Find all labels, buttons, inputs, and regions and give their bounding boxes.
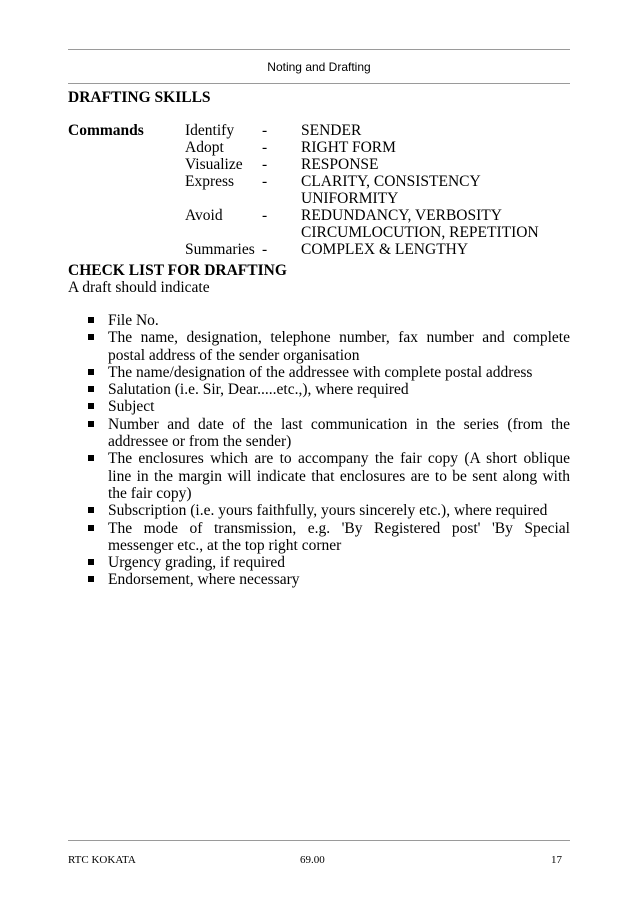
list-item: Endorsement, where necessary <box>88 571 570 588</box>
square-bullet-icon <box>88 507 94 513</box>
command-object: RESPONSE <box>301 156 379 173</box>
square-bullet-icon <box>88 559 94 565</box>
square-bullet-icon <box>88 317 94 323</box>
command-dash: - <box>262 241 268 258</box>
page-number: 17 <box>551 854 562 866</box>
command-verb: Summaries <box>185 241 255 258</box>
list-item: Salutation (i.e. Sir, Dear.....etc.,), where required <box>88 381 570 398</box>
square-bullet-icon <box>88 403 94 409</box>
list-item: The enclosures which are to accompany the fair copy (A short oblique line in the margin will indicate that enclosures are to be sent along with the fair copy) <box>88 450 570 502</box>
command-dash: - <box>262 156 268 173</box>
checklist <box>88 312 570 589</box>
command-dash: - <box>262 207 268 224</box>
list-item: Subject <box>88 398 570 415</box>
command-dash: - <box>262 139 268 156</box>
command-verb: Adopt <box>185 139 224 156</box>
footer-center: 69.00 <box>300 854 325 866</box>
checklist-heading: CHECK LIST FOR DRAFTING <box>68 262 287 279</box>
command-object: CLARITY, CONSISTENCY UNIFORMITY <box>301 173 481 207</box>
checklist-intro: A draft should indicate <box>68 279 210 296</box>
list-item: File No. <box>88 312 570 329</box>
square-bullet-icon <box>88 334 94 340</box>
list-item: The name/designation of the addressee with complete postal address <box>88 364 570 381</box>
command-object: COMPLEX & LENGTHY <box>301 241 469 258</box>
list-item: The name, designation, telephone number, fax number and complete postal address of the sender organisation <box>88 329 570 364</box>
footer-rule <box>68 840 570 841</box>
list-item: Urgency grading, if required <box>88 554 570 571</box>
commands-label: Commands <box>68 122 144 139</box>
list-item: Subscription (i.e. yours faithfully, yours sincerely etc.), where required <box>88 502 570 519</box>
command-dash: - <box>262 122 268 139</box>
list-item: Number and date of the last communication in the series (from the addressee or from the sender) <box>88 416 570 451</box>
command-object: RIGHT FORM <box>301 139 396 156</box>
square-bullet-icon <box>88 455 94 461</box>
command-verb: Visualize <box>185 156 243 173</box>
command-object: SENDER <box>301 122 362 139</box>
command-dash: - <box>262 173 268 190</box>
square-bullet-icon <box>88 386 94 392</box>
page-title: DRAFTING SKILLS <box>68 89 211 106</box>
header-bottom-rule <box>68 83 570 84</box>
square-bullet-icon <box>88 421 94 427</box>
command-verb: Avoid <box>185 207 223 224</box>
footer-left: RTC KOKATA <box>68 854 136 866</box>
command-verb: Express <box>185 173 235 190</box>
running-header: Noting and Drafting <box>267 60 371 74</box>
list-item: The mode of transmission, e.g. 'By Registered post' 'By Special messenger etc., at the top right corner <box>88 520 570 555</box>
square-bullet-icon <box>88 525 94 531</box>
square-bullet-icon <box>88 369 94 375</box>
command-object: REDUNDANCY, VERBOSITY CIRCUMLOCUTION, REPETITION <box>301 207 539 241</box>
square-bullet-icon <box>88 576 94 582</box>
command-verb: Identify <box>185 122 235 139</box>
header-top-rule <box>68 49 570 50</box>
